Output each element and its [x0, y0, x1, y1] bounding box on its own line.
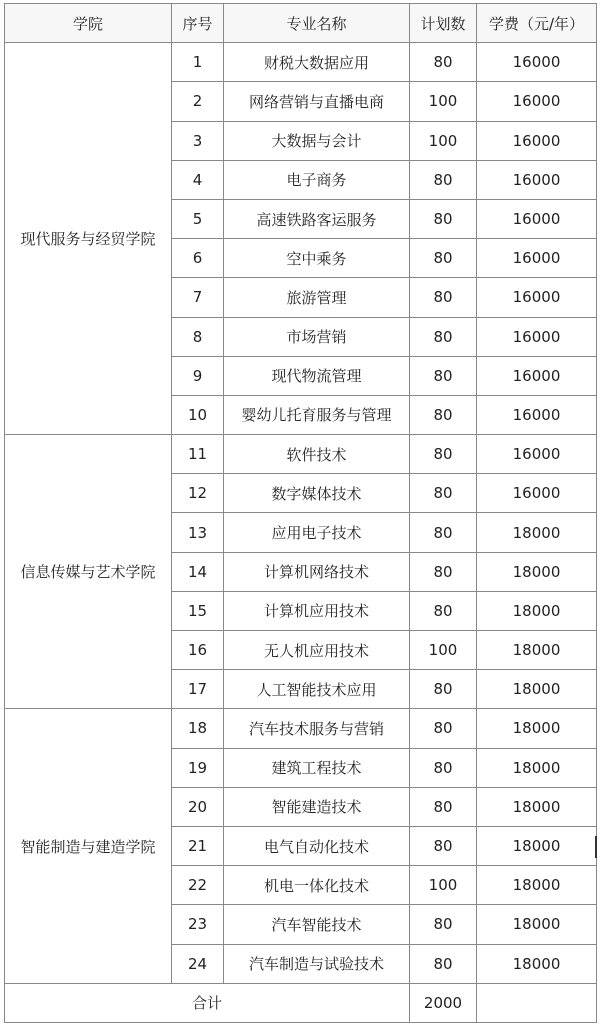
- major-name: 数字媒体技术: [224, 474, 410, 513]
- plan-quota: 80: [410, 513, 477, 552]
- major-name: 汽车智能技术: [224, 905, 410, 944]
- major-name: 机电一体化技术: [224, 866, 410, 905]
- major-name: 网络营销与直播电商: [224, 82, 410, 121]
- table-body: [5, 43, 597, 984]
- major-name: 空中乘务: [224, 239, 410, 278]
- plan-quota: 80: [410, 826, 477, 865]
- major-name: 计算机应用技术: [224, 591, 410, 630]
- plan-quota: 80: [410, 199, 477, 238]
- tuition-fee: 18000: [477, 709, 597, 748]
- plan-quota: 80: [410, 160, 477, 199]
- table-row: [5, 43, 597, 82]
- plan-quota: 80: [410, 905, 477, 944]
- major-name: 应用电子技术: [224, 513, 410, 552]
- tuition-fee: 16000: [477, 435, 597, 474]
- major-name: 电气自动化技术: [224, 826, 410, 865]
- row-index: 4: [172, 160, 224, 199]
- major-name: 高速铁路客运服务: [224, 199, 410, 238]
- plan-quota: 80: [410, 787, 477, 826]
- tuition-fee: 16000: [477, 82, 597, 121]
- plan-quota: 80: [410, 709, 477, 748]
- major-name: 人工智能技术应用: [224, 670, 410, 709]
- header-quota: 计划数: [410, 4, 477, 43]
- college-name: 智能制造与建造学院: [5, 709, 172, 983]
- table-row: [5, 435, 597, 474]
- row-index: 22: [172, 866, 224, 905]
- row-index: 20: [172, 787, 224, 826]
- major-name: 软件技术: [224, 435, 410, 474]
- total-fee: [477, 983, 597, 1022]
- tuition-fee: 18000: [477, 513, 597, 552]
- tuition-fee: 18000: [477, 826, 597, 865]
- tuition-fee: 18000: [477, 905, 597, 944]
- tuition-fee: 18000: [477, 866, 597, 905]
- row-index: 9: [172, 356, 224, 395]
- row-index: 15: [172, 591, 224, 630]
- tuition-fee: 16000: [477, 43, 597, 82]
- tuition-fee: 16000: [477, 474, 597, 513]
- college-name: 现代服务与经贸学院: [5, 43, 172, 435]
- major-name: 婴幼儿托育服务与管理: [224, 395, 410, 434]
- row-index: 8: [172, 317, 224, 356]
- row-index: 21: [172, 826, 224, 865]
- major-name: 计算机网络技术: [224, 552, 410, 591]
- plan-quota: 80: [410, 552, 477, 591]
- plan-quota: 80: [410, 317, 477, 356]
- tuition-fee: 18000: [477, 748, 597, 787]
- row-index: 3: [172, 121, 224, 160]
- header-fee: 学费（元/年）: [477, 4, 597, 43]
- header-major: 专业名称: [224, 4, 410, 43]
- row-index: 11: [172, 435, 224, 474]
- row-index: 19: [172, 748, 224, 787]
- tuition-fee: 18000: [477, 552, 597, 591]
- row-index: 16: [172, 631, 224, 670]
- header-college: 学院: [5, 4, 172, 43]
- total-row: [5, 983, 597, 1022]
- plan-quota: 100: [410, 121, 477, 160]
- tuition-fee: 18000: [477, 787, 597, 826]
- plan-quota: 80: [410, 395, 477, 434]
- row-index: 12: [172, 474, 224, 513]
- major-name: 电子商务: [224, 160, 410, 199]
- row-index: 2: [172, 82, 224, 121]
- tuition-fee: 18000: [477, 631, 597, 670]
- tuition-fee: 18000: [477, 944, 597, 983]
- tuition-fee: 18000: [477, 591, 597, 630]
- major-name: 无人机应用技术: [224, 631, 410, 670]
- major-name: 智能建造技术: [224, 787, 410, 826]
- row-index: 7: [172, 278, 224, 317]
- row-index: 13: [172, 513, 224, 552]
- tuition-fee: 16000: [477, 317, 597, 356]
- plan-quota: 80: [410, 748, 477, 787]
- row-index: 18: [172, 709, 224, 748]
- row-index: 14: [172, 552, 224, 591]
- row-index: 10: [172, 395, 224, 434]
- plan-quota: 80: [410, 43, 477, 82]
- tuition-fee: 16000: [477, 356, 597, 395]
- tuition-fee: 16000: [477, 239, 597, 278]
- header-index: 序号: [172, 4, 224, 43]
- plan-quota: 100: [410, 82, 477, 121]
- plan-quota: 80: [410, 435, 477, 474]
- tuition-fee: 18000: [477, 670, 597, 709]
- plan-quota: 80: [410, 670, 477, 709]
- tuition-fee: 16000: [477, 278, 597, 317]
- major-name: 财税大数据应用: [224, 43, 410, 82]
- plan-quota: 80: [410, 944, 477, 983]
- major-name: 现代物流管理: [224, 356, 410, 395]
- row-index: 24: [172, 944, 224, 983]
- tuition-fee: 16000: [477, 121, 597, 160]
- row-index: 17: [172, 670, 224, 709]
- row-index: 23: [172, 905, 224, 944]
- tuition-fee: 16000: [477, 160, 597, 199]
- tuition-fee: 16000: [477, 199, 597, 238]
- text-cursor: [595, 836, 597, 858]
- plan-quota: 100: [410, 631, 477, 670]
- major-name: 汽车技术服务与营销: [224, 709, 410, 748]
- plan-quota: 80: [410, 278, 477, 317]
- row-index: 6: [172, 239, 224, 278]
- header-row: [5, 4, 597, 43]
- enrollment-plan-table: [4, 3, 597, 1023]
- plan-quota: 80: [410, 239, 477, 278]
- total-quota: 2000: [410, 983, 477, 1022]
- plan-quota: 80: [410, 591, 477, 630]
- row-index: 5: [172, 199, 224, 238]
- major-name: 汽车制造与试验技术: [224, 944, 410, 983]
- major-name: 旅游管理: [224, 278, 410, 317]
- tuition-fee: 16000: [477, 395, 597, 434]
- plan-quota: 80: [410, 356, 477, 395]
- major-name: 市场营销: [224, 317, 410, 356]
- college-name: 信息传媒与艺术学院: [5, 435, 172, 709]
- plan-quota: 80: [410, 474, 477, 513]
- total-label: 合计: [5, 983, 410, 1022]
- row-index: 1: [172, 43, 224, 82]
- table-row: [5, 709, 597, 748]
- major-name: 大数据与会计: [224, 121, 410, 160]
- major-name: 建筑工程技术: [224, 748, 410, 787]
- plan-quota: 100: [410, 866, 477, 905]
